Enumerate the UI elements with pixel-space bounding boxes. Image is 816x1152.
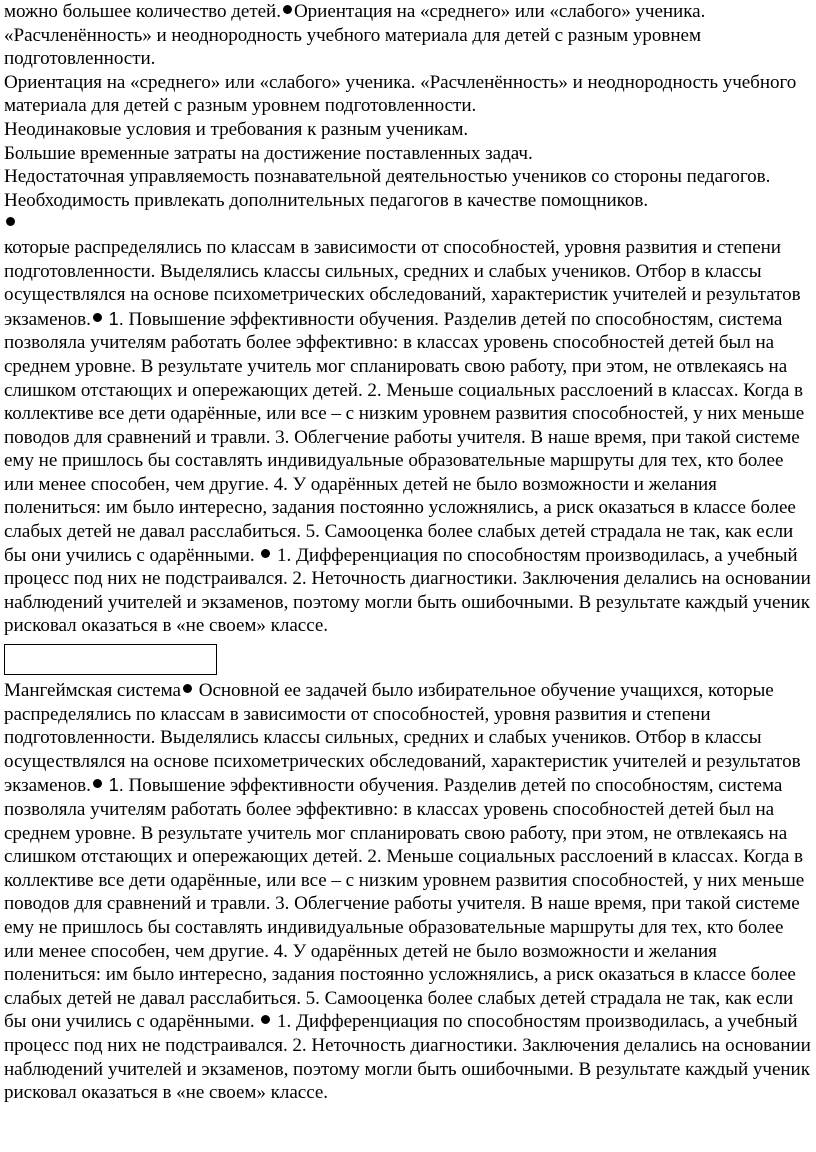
block2-heading: Мангеймская система bbox=[4, 680, 181, 702]
paragraph-orientation: Ориентация на «среднего» или «слабого» ученика. «Расчленённость» и неоднородность учебного материала для детей с разным уровнем подготовленности. bbox=[4, 71, 797, 117]
bullet-icon bbox=[261, 549, 270, 558]
paragraph-text: Ориентация на «среднего» или «слабого» ученика. «Расчленённость» и неоднородность учебного материала для детей с разным уровнем подготовленности. bbox=[4, 1, 706, 70]
block2-lead: Основной ее задачей было избирательное обучение учащихся, bbox=[193, 680, 708, 702]
block1-body bbox=[4, 236, 812, 638]
block1-intro: которые распределялись по классам в зависимости от способностей, уровня развития и степени подготовленности. Выделялись классы сильных, средних и слабых учеников. Отбор в классы осуществлялся на основе психометрических обследований, характеристик учителей и результатов экзаменов. bbox=[4, 236, 801, 330]
block1-disadvantages: 1. Дифференциация по способностям производилась, а учебный процесс под них не подстраивался. 2. Неточность диагностики. Заключения делались на основании наблюдений учителей и экзаменов, поэтому могли быть ошибочными. В результате каждый ученик рисковал оказаться в «не своем» классе. bbox=[4, 544, 811, 637]
block2-body bbox=[4, 679, 812, 1105]
paragraph-disadvantages-lead bbox=[4, 0, 812, 71]
bullet-icon bbox=[261, 1015, 270, 1024]
block2-advantages: Повышение эффективности обучения. Разделив детей по способностям, система позволяла учителям работать более эффективно: в классах уровень способностей детей был на среднем уровне. В результате учитель мог спланировать свою работу, при этом, не отвлекаясь на слишком отстающих и опережающих детей. 2. Меньше социальных расслоений в классах. Когда в коллективе все дети одарённые, или все – с низким уровнем развития способностей, у них меньше поводов для сравнений и травли. 3. Облегчение работы учителя. В наше время, при такой системе ему не пришлось бы составлять индивидуальные образовательные маршруты для тех, кто более или менее способен, чем другие. 4. У одарённых детей не было возможности и желания полениться: им было интересно, задания постоянно усложнялись, а риск оказаться в классе более слабых детей не давал расслабиться. 5. Самооценка более слабых детей страдала не так, как если бы они учились с одарёнными. bbox=[4, 775, 805, 1033]
bullet-icon bbox=[6, 217, 15, 226]
bullet-icon bbox=[93, 313, 102, 322]
paragraph-text: можно большее количество детей. bbox=[4, 1, 281, 22]
paragraph-manageability: Недостаточная управляемость познавательной деятельностью учеников со стороны педагогов. bbox=[4, 166, 771, 188]
empty-frame bbox=[4, 644, 217, 675]
bullet-row bbox=[4, 212, 812, 236]
paragraph-time-costs: Большие временные затраты на достижение поставленных задач. bbox=[4, 142, 533, 164]
block2-advantage-number: 1. bbox=[108, 774, 124, 796]
bullet-icon bbox=[93, 779, 102, 788]
block1-advantage-number: 1. bbox=[108, 307, 124, 329]
block1-advantages: Повышение эффективности обучения. Разделив детей по способностям, система позволяла учителям работать более эффективно: в классах уровень способностей детей был на среднем уровне. В результате учитель мог спланировать свою работу, при этом, не отвлекаясь на слишком отстающих и опережающих детей. 2. Меньше социальных расслоений в классах. Когда в коллективе все дети одарённые, или все – с низким уровнем развития способностей, у них меньше поводов для сравнений и травли. 3. Облегчение работы учителя. В наше время, при такой системе ему не пришлось бы составлять индивидуальные образовательные маршруты для тех, кто более или менее способен, чем другие. 4. У одарённых детей не было возможности и желания полениться: им было интересно, задания постоянно усложнялись, а риск оказаться в классе более слабых детей не давал расслабиться. 5. Самооценка более слабых детей страдала не так, как если бы они учились с одарёнными. bbox=[4, 308, 805, 566]
paragraph-conditions: Неодинаковые условия и требования к разным ученикам. bbox=[4, 118, 469, 140]
bullet-icon bbox=[283, 5, 292, 14]
bullet-icon bbox=[183, 684, 192, 693]
block2-intro: которые распределялись по классам в зависимости от способностей, уровня развития и степени подготовленности. Выделялись классы сильных, средних и слабых учеников. Отбор в классы осуществлялся на основе психометрических обследований, характеристик учителей и результатов экзаменов. bbox=[4, 680, 801, 797]
block2-disadvantages: 1. Дифференциация по способностям производилась, а учебный процесс под них не подстраивался. 2. Неточность диагностики. Заключения делались на основании наблюдений учителей и экзаменов, поэтому могли быть ошибочными. В результате каждый ученик рисковал оказаться в «не своем» классе. bbox=[4, 1011, 811, 1104]
paragraph-extra-teachers: Необходимость привлекать дополнительных педагогов в качестве помощников. bbox=[4, 189, 649, 211]
